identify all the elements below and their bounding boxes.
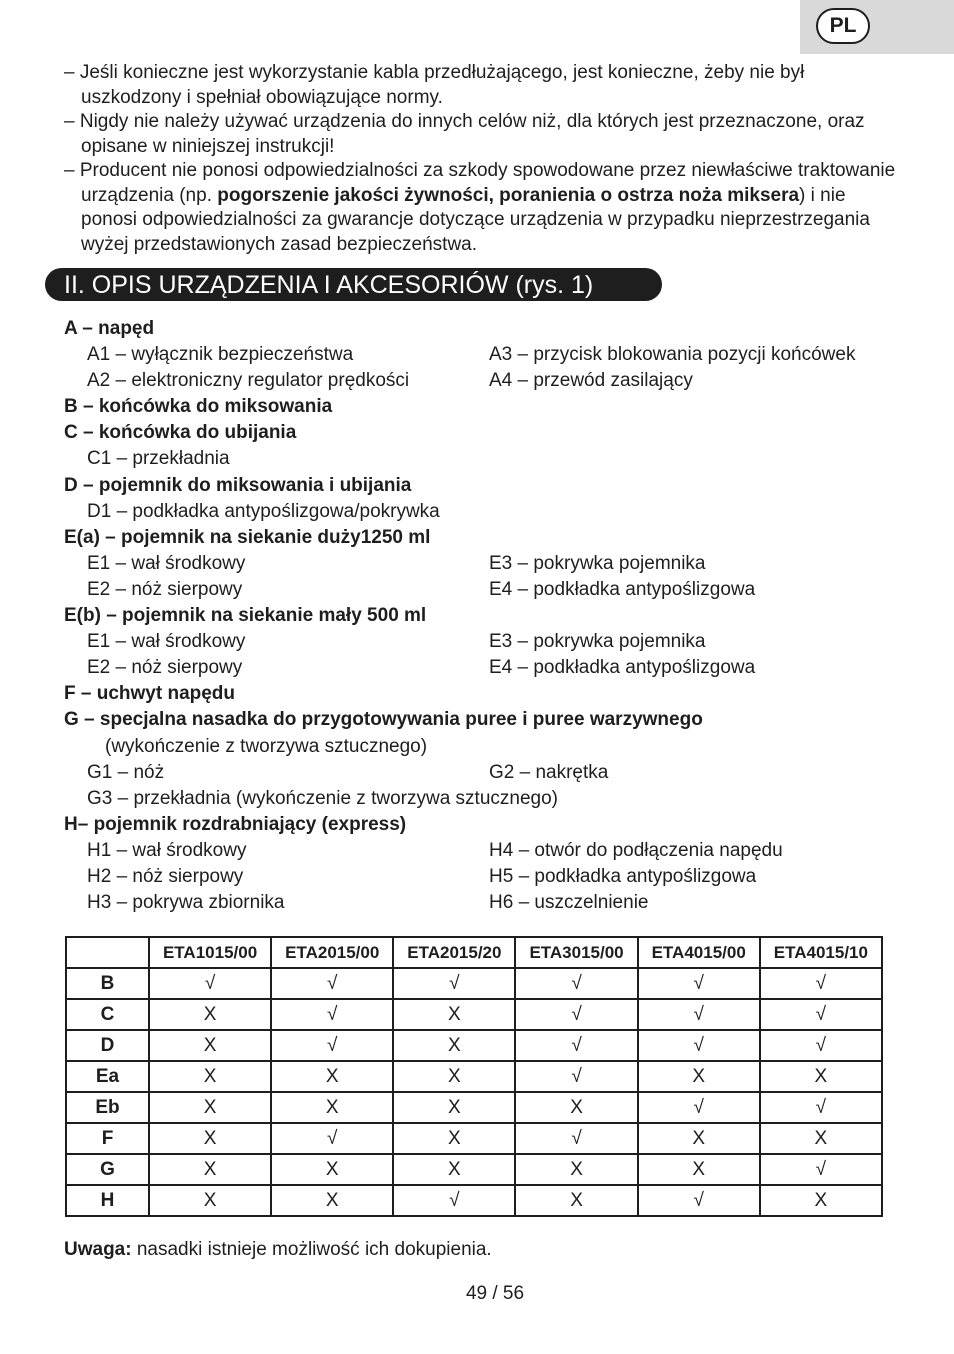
- row-label-cell: F: [66, 1123, 149, 1154]
- table-row: [66, 1030, 882, 1061]
- row-label-cell: H: [66, 1185, 149, 1216]
- part-item: E3 – pokrywka pojemnika: [489, 552, 706, 574]
- table-cell: X: [393, 1061, 515, 1092]
- table-cell: √: [760, 1092, 882, 1123]
- table-cell: X: [393, 1092, 515, 1123]
- table-cell: √: [515, 968, 637, 999]
- table-cell: √: [515, 1061, 637, 1092]
- parts-description: [64, 316, 924, 916]
- table-cell: √: [515, 1123, 637, 1154]
- table-cell: √: [393, 968, 515, 999]
- table-cell: √: [760, 1154, 882, 1185]
- part-item: E4 – podkładka antypoślizgowa: [489, 657, 756, 679]
- table-cell: √: [149, 968, 271, 999]
- page-number: 49 / 56: [465, 1283, 525, 1304]
- table-cell: X: [638, 1154, 760, 1185]
- table-cell: X: [393, 1030, 515, 1061]
- table-cell: √: [638, 968, 760, 999]
- table-cell: √: [515, 1030, 637, 1061]
- table-row: [66, 1061, 882, 1092]
- part-item: C1 – przekładnia: [87, 448, 230, 470]
- table-cell: X: [271, 1154, 393, 1185]
- table-cell: X: [515, 1185, 637, 1216]
- part-item: G1 – nóż: [87, 761, 165, 783]
- part-item: E2 – nóż sierpowy: [87, 578, 243, 600]
- part-heading: F – uchwyt napędu: [64, 683, 236, 705]
- table-cell: √: [638, 999, 760, 1030]
- table-row: [66, 1154, 882, 1185]
- table-cell: √: [760, 1030, 882, 1061]
- intro-bold-span: pogorszenie jakości żywności, poranienia o ostrza noża miksera: [217, 184, 800, 206]
- table-cell: √: [271, 999, 393, 1030]
- row-label-cell: G: [66, 1154, 149, 1185]
- table-cell: √: [638, 1092, 760, 1123]
- table-header-cell: ETA3015/00: [515, 937, 637, 968]
- part-item: D1 – podkładka antypoślizgowa/pokrywka: [87, 500, 440, 522]
- table-cell: X: [393, 999, 515, 1030]
- table-cell: √: [638, 1185, 760, 1216]
- intro-text-span: ) i nie ponosi odpowiedzialności za gwarancje dotyczące urządzenia w przypadku nieprzestrzegania wyżej przedstawionych zasad bezpieczeństwa.: [81, 184, 870, 255]
- table-cell: X: [149, 999, 271, 1030]
- part-heading: H– pojemnik rozdrabniający (express): [64, 813, 407, 835]
- part-subtitle: (wykończenie z tworzywa sztucznego): [105, 735, 428, 757]
- part-heading: C – końcówka do ubijania: [64, 422, 297, 444]
- table-row: [66, 1123, 882, 1154]
- table-cell: √: [393, 1185, 515, 1216]
- table-cell: X: [149, 1030, 271, 1061]
- table-cell: X: [760, 1123, 882, 1154]
- intro-text-span: – Nigdy nie należy używać urządzenia do innych celów niż, dla których jest przeznaczone, oraz opisane w niniejszej instrukcji!: [64, 111, 865, 157]
- model-compatibility-table: [65, 936, 883, 1217]
- part-item: A4 – przewód zasilający: [489, 370, 693, 392]
- part-item: G2 – nakrętka: [489, 761, 609, 783]
- table-cell: X: [760, 1061, 882, 1092]
- table-cell: X: [149, 1061, 271, 1092]
- part-item: H4 – otwór do podłączenia napędu: [489, 839, 783, 861]
- intro-paragraph: [64, 110, 904, 159]
- table-cell: √: [271, 1123, 393, 1154]
- table-header-cell: ETA2015/20: [393, 937, 515, 968]
- part-item: H5 – podkładka antypoślizgowa: [489, 865, 757, 887]
- table-cell: √: [271, 968, 393, 999]
- part-heading: B – końcówka do miksowania: [64, 396, 333, 418]
- table-cell: X: [515, 1092, 637, 1123]
- part-item: E1 – wał środkowy: [87, 552, 246, 574]
- row-label-cell: Eb: [66, 1092, 149, 1123]
- table-cell: X: [515, 1154, 637, 1185]
- table-cell: X: [149, 1123, 271, 1154]
- row-label-cell: B: [66, 968, 149, 999]
- intro-text-span: – Producent nie ponosi odpowiedzialności za szkody spowodowane przez niewłaściwe traktowanie urządzenia (np.: [64, 160, 896, 206]
- part-item: E3 – pokrywka pojemnika: [489, 631, 706, 653]
- table-header-cell: ETA4015/00: [638, 937, 760, 968]
- part-item: E4 – podkładka antypoślizgowa: [489, 578, 756, 600]
- table-cell: X: [638, 1123, 760, 1154]
- table-row: [66, 1185, 882, 1216]
- table-cell: X: [393, 1123, 515, 1154]
- table-cell: X: [271, 1061, 393, 1092]
- table-cell: X: [393, 1154, 515, 1185]
- table-header-cell: ETA1015/00: [149, 937, 271, 968]
- table-cell: X: [149, 1185, 271, 1216]
- part-heading: A – napęd: [64, 318, 155, 339]
- table-cell: √: [515, 999, 637, 1030]
- table-cell: √: [760, 999, 882, 1030]
- part-heading: E(a) – pojemnik na siekanie duży1250 ml: [64, 526, 431, 548]
- table-cell: √: [760, 968, 882, 999]
- table-header-cell: ETA4015/10: [760, 937, 882, 968]
- note-label: Uwaga:: [64, 1239, 132, 1260]
- part-item: H2 – nóż sierpowy: [87, 865, 244, 887]
- table-cell: X: [760, 1185, 882, 1216]
- row-label-cell: C: [66, 999, 149, 1030]
- intro-paragraph: [64, 61, 904, 110]
- intro-text-span: – Jeśli konieczne jest wykorzystanie kabla przedłużającego, jest konieczne, żeby nie był uszkodzony i spełniał obowiązujące normy.: [64, 62, 805, 108]
- part-item: E2 – nóż sierpowy: [87, 657, 243, 679]
- part-item: H6 – uszczelnienie: [489, 892, 649, 914]
- table-header-cell: ETA2015/00: [271, 937, 393, 968]
- row-label-cell: Ea: [66, 1061, 149, 1092]
- table-row: [66, 968, 882, 999]
- part-item: G3 – przekładnia (wykończenie z tworzywa sztucznego): [87, 787, 558, 809]
- language-tab: [800, 0, 954, 54]
- intro-paragraph: [64, 159, 904, 257]
- table-cell: X: [271, 1185, 393, 1216]
- language-badge: PL: [816, 8, 870, 44]
- table-cell: X: [149, 1092, 271, 1123]
- part-item: A3 – przycisk blokowania pozycji końcówek: [489, 344, 856, 366]
- note: [64, 1239, 492, 1261]
- part-item: A2 – elektroniczny regulator prędkości: [87, 370, 410, 392]
- intro-text: [64, 61, 904, 257]
- part-item: H3 – pokrywa zbiornika: [87, 892, 285, 914]
- part-heading: E(b) – pojemnik na siekanie mały 500 ml: [64, 605, 427, 627]
- table-row: [66, 1092, 882, 1123]
- part-heading: D – pojemnik do miksowania i ubijania: [64, 474, 412, 496]
- table-row: [66, 999, 882, 1030]
- part-item: H1 – wał środkowy: [87, 839, 247, 861]
- table-cell: X: [149, 1154, 271, 1185]
- section-heading: II. OPIS URZĄDZENIA I AKCESORIÓW (rys. 1): [45, 268, 662, 301]
- part-item: E1 – wał środkowy: [87, 631, 246, 653]
- table-cell: √: [638, 1030, 760, 1061]
- note-text: nasadki istnieje możliwość ich dokupienia.: [131, 1239, 492, 1260]
- table-cell: X: [638, 1061, 760, 1092]
- table-header-row: [66, 937, 882, 968]
- table-cell: √: [271, 1030, 393, 1061]
- part-heading: G – specjalna nasadka do przygotowywania puree i puree warzywnego: [64, 709, 703, 731]
- table-header-cell: [66, 937, 149, 968]
- row-label-cell: D: [66, 1030, 149, 1061]
- part-item: A1 – wyłącznik bezpieczeństwa: [87, 344, 354, 366]
- table-cell: X: [271, 1092, 393, 1123]
